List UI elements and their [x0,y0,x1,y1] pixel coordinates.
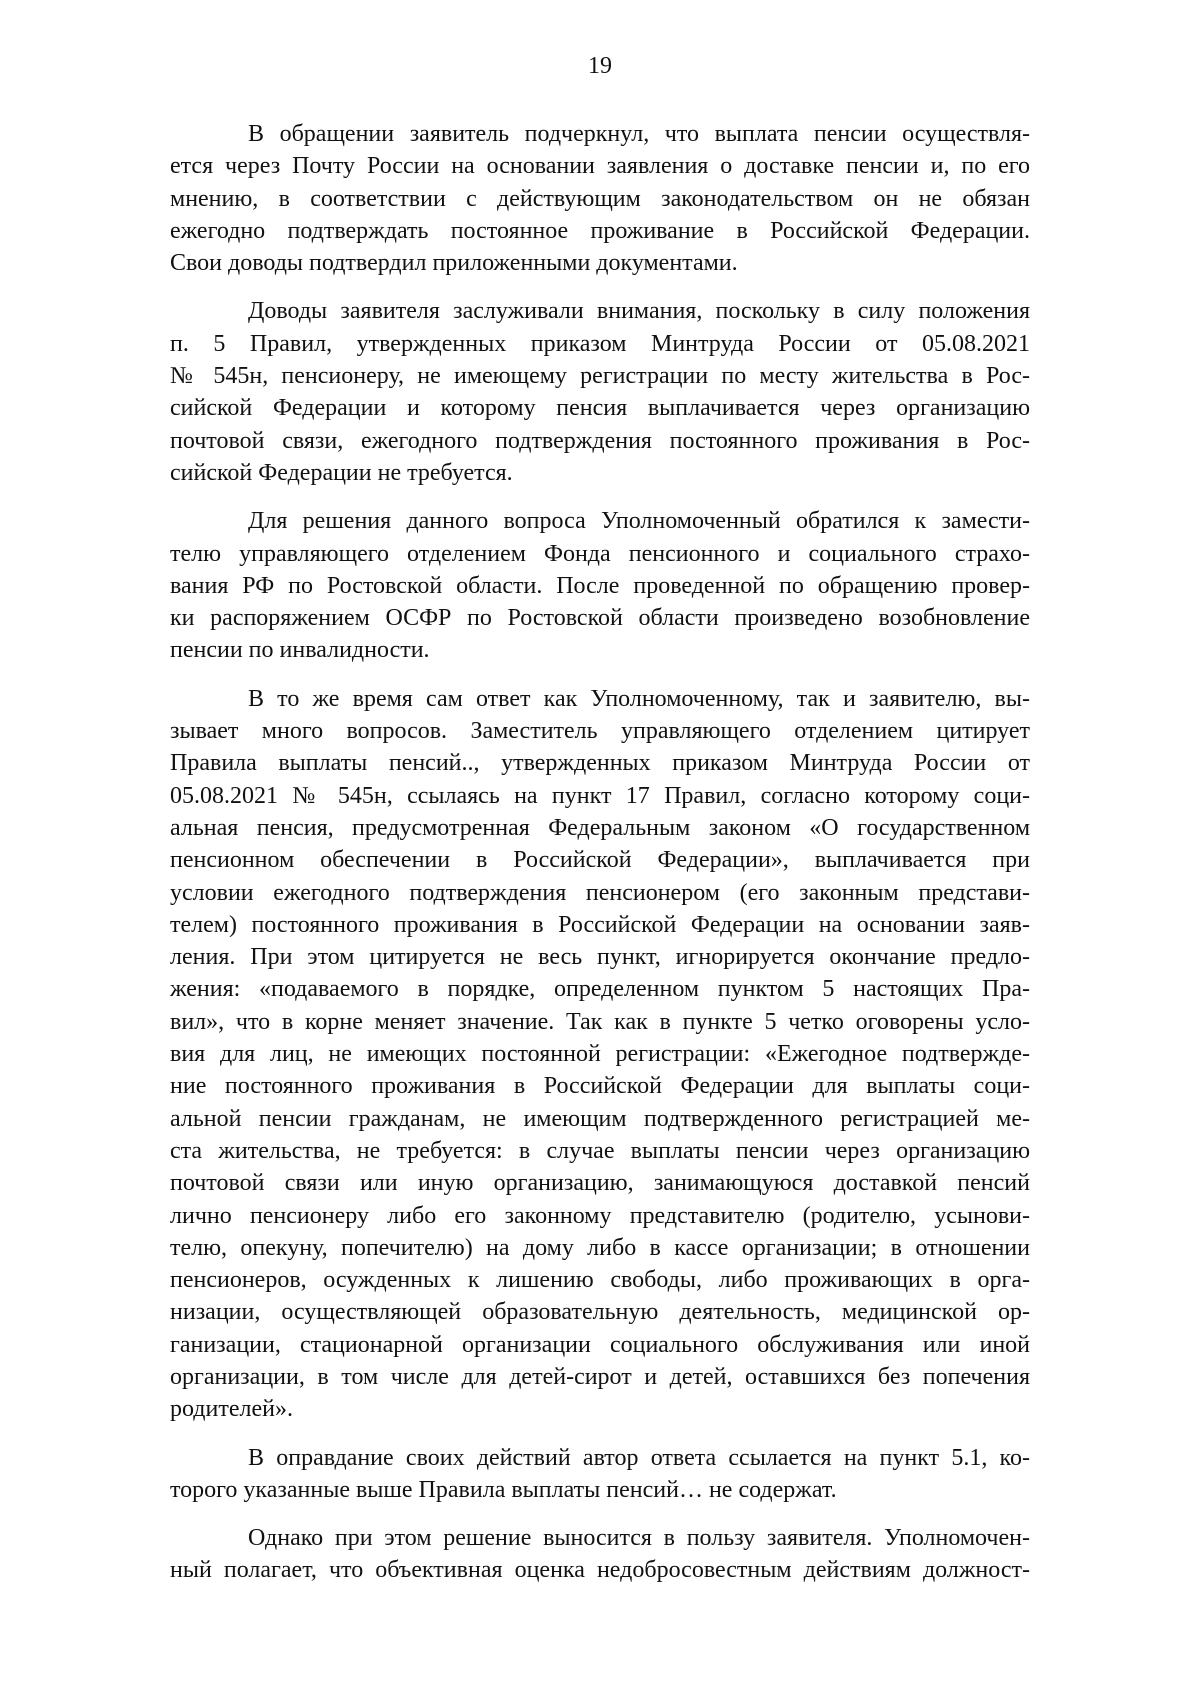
body-text [170,118,1030,1603]
text-line: ежегодно подтверждать постоянное проживание в Российской Федерации. [170,217,1030,244]
text-line: лично пенсионеру либо его законному представителю (родителю, усынови- [170,1202,1030,1229]
text-line: ки распоряжением ОСФР по Ростовской области произведено возобновление [170,605,1030,632]
text-line: В обращении заявитель подчеркнул, что выплата пенсии осуществля- [248,121,1030,147]
text-line: телем) постоянного проживания в Российской Федерации на основании заяв- [170,911,1030,938]
text-line: пенсии по инвалидности. [170,637,430,664]
text-line: низации, осуществляющей образовательную деятельность, медицинской ор- [170,1299,1030,1326]
paragraph [170,683,1030,1426]
text-line: торого указанные выше Правила выплаты пенсий… не содержат. [170,1476,837,1503]
text-line: ления. При этом цитируется не весь пункт, игнорируется окончание предло- [170,944,1030,971]
text-line: сийской Федерации и которому пенсия выплачивается через организацию [170,395,1030,422]
paragraph [170,295,1030,489]
text-line: ста жительства, не требуется: в случае выплаты пенсии через организацию [170,1137,1030,1164]
text-line: жения: «подаваемого в порядке, определенном пунктом 5 настоящих Пра- [170,976,1030,1003]
text-line: вил», что в корне меняет значение. Так как в пункте 5 четко оговорены усло- [170,1008,1030,1035]
text-line: Однако при этом решение выносится в пользу заявителя. Уполномочен- [248,1525,1030,1552]
text-line: сийской Федерации не требуется. [170,459,513,486]
text-line: Правила выплаты пенсий.., утвержденных приказом Минтруда России от [170,750,1030,777]
text-line: вания РФ по Ростовской области. После проведенной по обращению провер- [170,572,1030,599]
paragraph [170,1522,1030,1587]
text-line: В то же время сам ответ как Уполномоченному, так и заявителю, вы- [248,685,1030,712]
text-line: Для решения данного вопроса Уполномоченный обратился к замести- [248,508,1030,535]
text-line: ганизации, стационарной организации социального обслуживания или иной [170,1331,1030,1358]
paragraph [170,118,1030,279]
text-line: ется через Почту России на основании заявления о доставке пенсии и, по его [170,153,1030,180]
text-line: альная пенсия, предусмотренная Федеральным законом «О государственном [170,814,1030,841]
text-line: № 545н, пенсионеру, не имеющему регистрации по месту жительства в Рос- [170,363,1030,390]
paragraph [170,505,1030,666]
text-line: зывает много вопросов. Заместитель управляющего отделением цитирует [170,718,1030,745]
text-line: почтовой связи, ежегодного подтверждения постоянного проживания в Рос- [170,427,1030,454]
page-number: 19 [588,53,612,79]
text-line: организации, в том числе для детей-сирот и детей, оставшихся без попечения [170,1363,1030,1390]
text-line: ние постоянного проживания в Российской Федерации для выплаты соци- [170,1073,1030,1100]
text-line: В оправдание своих действий автор ответа ссылается на пункт 5.1, ко- [248,1444,1030,1471]
text-line: условии ежегодного подтверждения пенсионером (его законным представи- [170,879,1030,906]
text-line: п. 5 Правил, утвержденных приказом Минтруда России от 05.08.2021 [170,330,1030,357]
text-line: 05.08.2021 № 545н, ссылаясь на пункт 17 Правил, согласно которому соци- [170,782,1030,809]
text-line: пенсионном обеспечении в Российской Федерации», выплачивается при [170,847,1030,874]
text-line: альной пенсии гражданам, не имеющим подтвержденного регистрацией ме- [170,1105,1030,1132]
text-line: Свои доводы подтвердил приложенными документами. [170,250,738,277]
paragraph [170,1442,1030,1507]
text-line: родителей». [170,1396,293,1423]
text-line: ный полагает, что объективная оценка недобросовестным действиям должност- [170,1557,1030,1584]
text-line: вия для лиц, не имеющих постоянной регистрации: «Ежегодное подтвержде- [170,1041,1030,1068]
text-line: пенсионеров, осужденных к лишению свободы, либо проживающих в орга- [170,1267,1030,1294]
text-line: телю управляющего отделением Фонда пенсионного и социального страхо- [170,540,1030,567]
text-line: почтовой связи или иную организацию, занимающуюся доставкой пенсий [170,1170,1030,1197]
text-line: телю, опекуну, попечителю) на дому либо в кассе организации; в отношении [170,1234,1030,1261]
text-line: Доводы заявителя заслуживали внимания, поскольку в силу положения [248,298,1030,325]
text-line: мнению, в соответствии с действующим законодательством он не обязан [170,185,1030,212]
